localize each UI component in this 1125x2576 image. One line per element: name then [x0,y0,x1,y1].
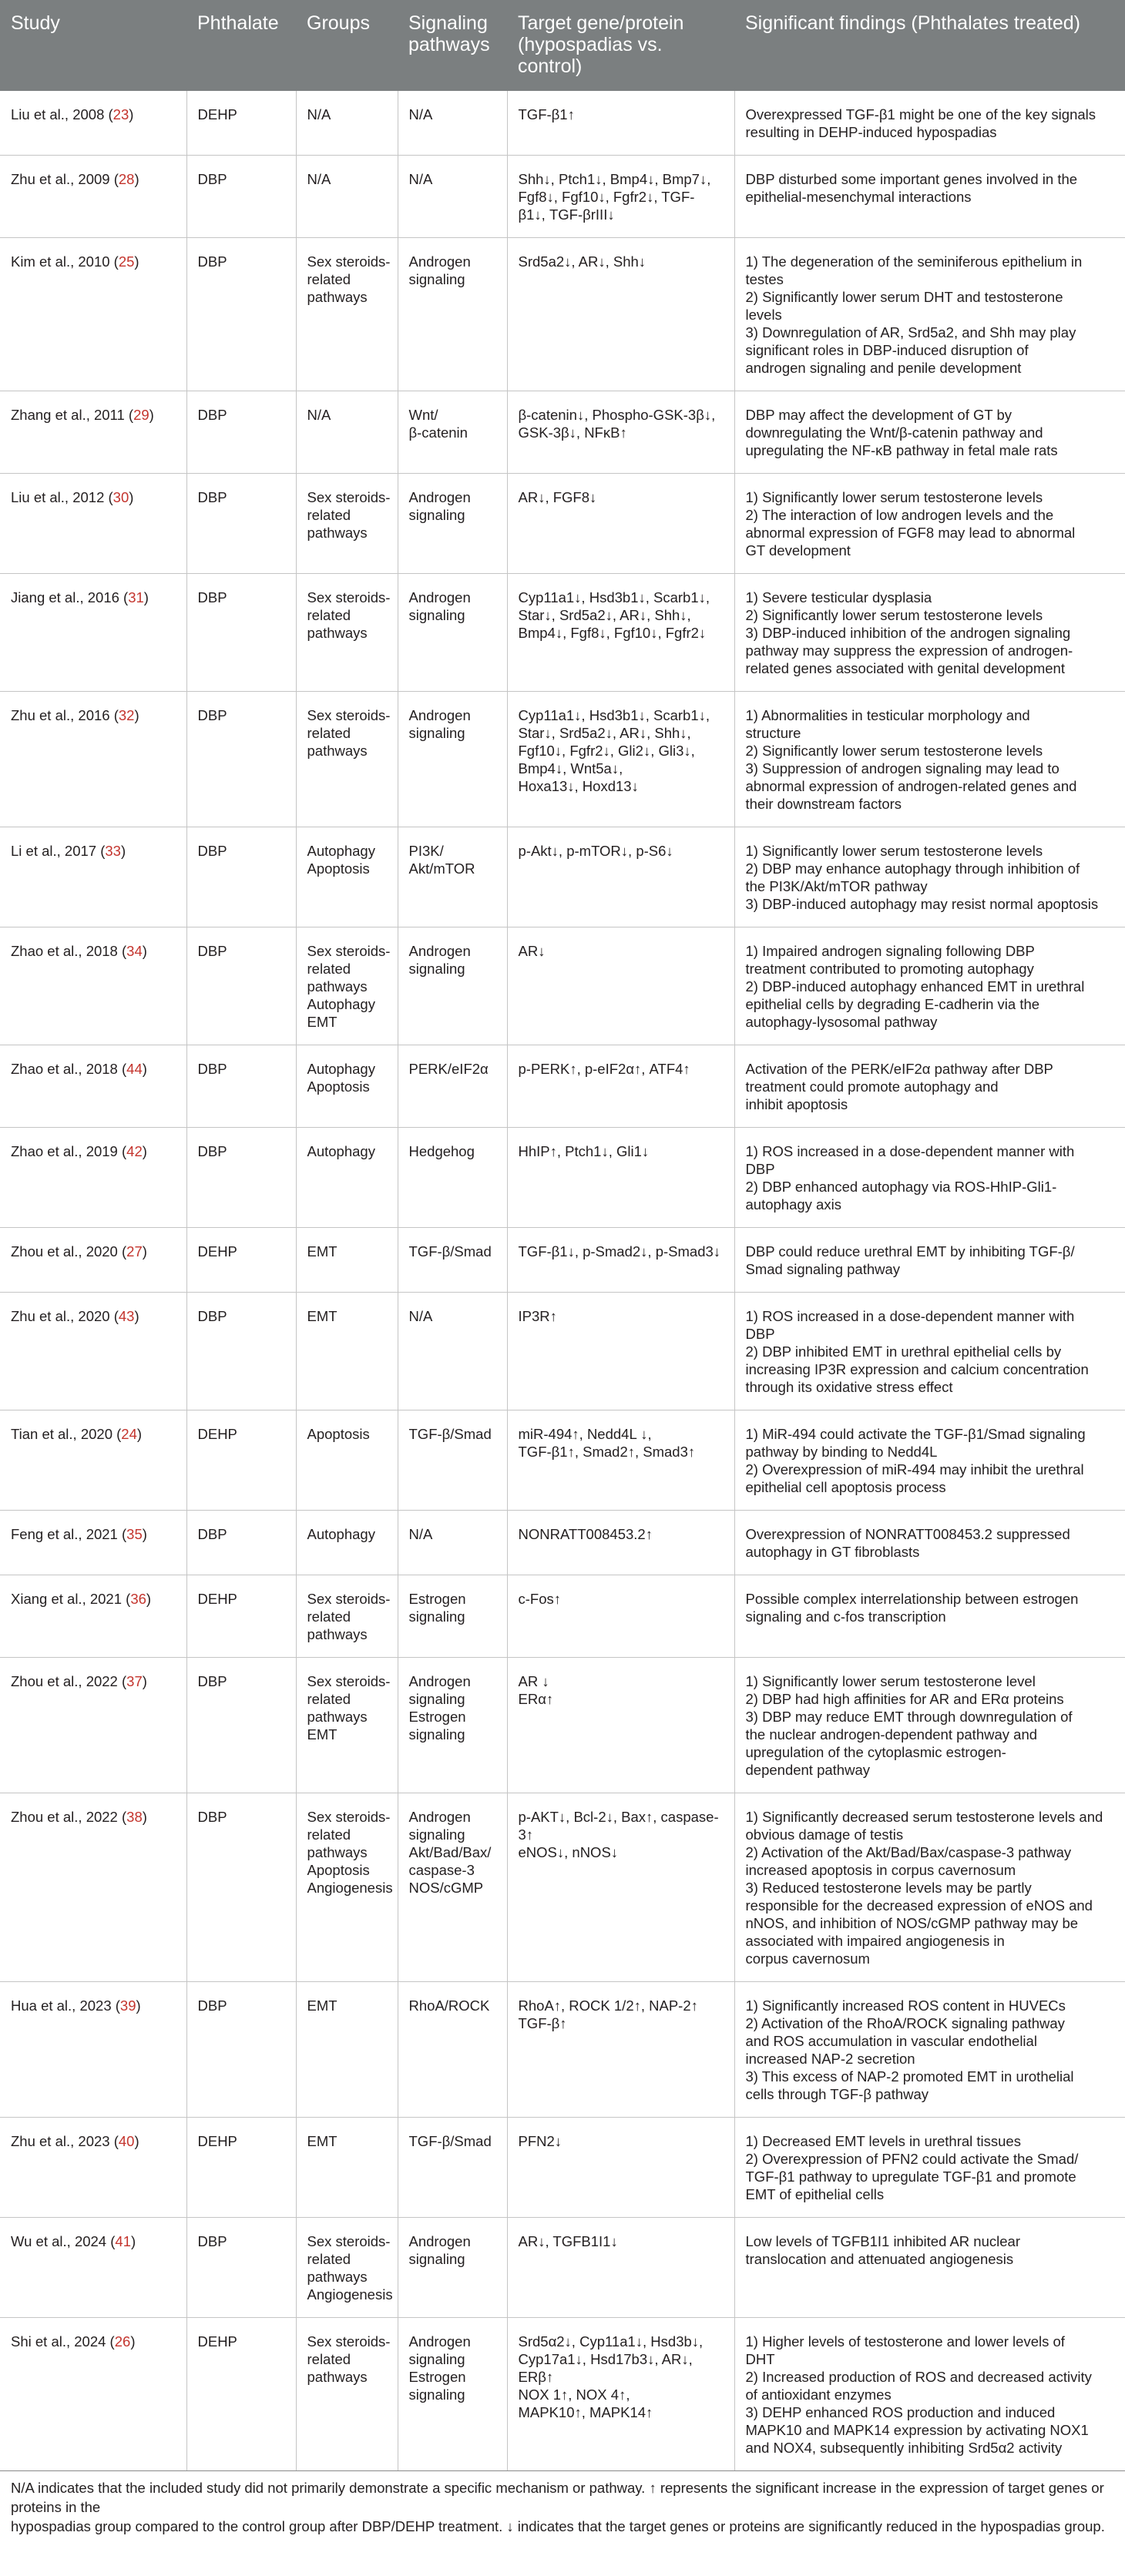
reference-close: ) [130,2333,136,2350]
phthalate-cell: DBP [186,1511,296,1575]
findings-cell: 1) ROS increased in a dose-dependent manner with DBP 2) DBP enhanced autophagy via ROS-HhIP-Gli1- autophagy axis [734,1128,1125,1228]
study-author: Zhu et al., 2016 ( [11,707,119,723]
header-signaling-pathways: Signaling pathways [398,0,507,91]
groups-cell: Sex steroids- related pathways [296,2318,398,2471]
table-header [0,0,1125,91]
groups-cell: Sex steroids- related pathways [296,474,398,574]
findings-cell: DBP disturbed some important genes involved in the epithelial-mesenchymal interactions [734,156,1125,238]
study-author: Zhang et al., 2011 ( [11,407,134,423]
pathways-cell: Androgen signaling [398,927,507,1045]
study-author: Jiang et al., 2016 ( [11,589,129,605]
findings-cell: 1) Abnormalities in testicular morphology and structure 2) Significantly lower serum testosterone levels 3) Suppression of androgen signaling may lead to abnormal expression of androgen-related genes and their downstream factors [734,692,1125,827]
study-cell [0,91,186,156]
targets-cell: AR↓, FGF8↓ [507,474,734,574]
targets-cell: c-Fos↑ [507,1575,734,1658]
study-author: Li et al., 2017 ( [11,843,106,859]
reference-close: ) [142,1061,147,1077]
phthalate-cell: DBP [186,692,296,827]
reference-link[interactable]: 43 [118,1308,135,1324]
table-row [0,1228,1125,1293]
phthalate-cell: DBP [186,1293,296,1410]
findings-cell: 1) The degeneration of the seminiferous epithelium in testes 2) Significantly lower serum DHT and testosterone levels 3) Downregulation of AR, Srd5a2, and Shh may play significant roles in DBP-induced disruption of androgen signaling and penile development [734,238,1125,391]
table-row [0,827,1125,927]
pathways-cell: TGF-β/Smad [398,1228,507,1293]
reference-link[interactable]: 28 [118,171,135,187]
targets-cell: p-PERK↑, p-eIF2α↑, ATF4↑ [507,1045,734,1128]
phthalate-cell: DEHP [186,1410,296,1511]
reference-close: ) [143,589,149,605]
study-cell [0,2118,186,2218]
reference-close: ) [129,106,134,122]
findings-cell: Overexpressed TGF-β1 might be one of the key signals resulting in DEHP-induced hypospadias [734,91,1125,156]
findings-cell: 1) ROS increased in a dose-dependent manner with DBP 2) DBP inhibited EMT in urethral epithelial cells by increasing IP3R expression and calcium concentration through its oxidative stress effect [734,1293,1125,1410]
study-cell [0,1228,186,1293]
table-body [0,91,1125,2471]
study-cell [0,156,186,238]
groups-cell: EMT [296,1228,398,1293]
study-cell [0,238,186,391]
groups-cell: Sex steroids- related pathways [296,238,398,391]
targets-cell: TGF-β1↑ [507,91,734,156]
study-cell [0,1982,186,2118]
groups-cell: EMT [296,2118,398,2218]
groups-cell: Sex steroids- related pathways [296,1575,398,1658]
reference-close: ) [142,1526,147,1542]
table-row [0,1658,1125,1793]
reference-close: ) [142,1809,147,1825]
findings-cell: 1) Significantly lower serum testosterone level 2) DBP had high affinities for AR and ERα proteins 3) DBP may reduce EMT through downregulation of the nuclear androgen-dependent pathway and upregulation of the cytoplasmic estrogen- dependent pathway [734,1658,1125,1793]
header-target-gene-protein: Target gene/protein (hypospadias vs. control) [507,0,734,91]
findings-cell: DBP may affect the development of GT by downregulating the Wnt/β-catenin pathway and upregulating the NF-κB pathway in fetal male rats [734,391,1125,474]
pathways-cell: Hedgehog [398,1128,507,1228]
reference-link[interactable]: 31 [128,589,144,605]
study-cell [0,1045,186,1128]
reference-close: ) [142,1673,147,1689]
study-author: Wu et al., 2024 ( [11,2233,116,2249]
reference-link[interactable]: 42 [126,1143,143,1159]
targets-cell: β-catenin↓, Phospho-GSK-3β↓, GSK-3β↓, NFκB↑ [507,391,734,474]
targets-cell: AR ↓ ERα↑ [507,1658,734,1793]
findings-cell: 1) Significantly lower serum testosterone levels 2) The interaction of low androgen levels and the abnormal expression of FGF8 may lead to abnormal GT development [734,474,1125,574]
table-footnote: N/A indicates that the included study did not primarily demonstrate a specific mechanism or pathway. ↑ represents the significant increase in the expression of target genes or proteins in the hypospadias group compared to the control group after DBP/DEHP treatment. ↓ indicates that the target genes or proteins are significantly reduced in the hypospadias group. [0,2470,1125,2536]
phthalate-cell: DBP [186,1045,296,1128]
study-cell [0,1128,186,1228]
phthalate-cell: DBP [186,238,296,391]
pathways-cell: Androgen signaling [398,574,507,692]
phthalate-cell: DBP [186,827,296,927]
groups-cell: Autophagy Apoptosis [296,1045,398,1128]
reference-link[interactable]: 35 [126,1526,143,1542]
groups-cell: Sex steroids- related pathways EMT [296,1658,398,1793]
study-cell [0,1575,186,1658]
pathways-cell: Androgen signaling [398,692,507,827]
study-author: Zhou et al., 2022 ( [11,1673,127,1689]
targets-cell: Cyp11a1↓, Hsd3b1↓, Scarb1↓, Star↓, Srd5a2↓, AR↓, Shh↓, Fgf10↓, Fgfr2↓, Gli2↓, Gli3↓, Bmp4↓, Wnt5a↓, Hoxa13↓, Hoxd13↓ [507,692,734,827]
study-author: Shi et al., 2024 ( [11,2333,115,2350]
findings-cell: Overexpression of NONRATT008453.2 suppressed autophagy in GT fibroblasts [734,1511,1125,1575]
reference-link[interactable]: 40 [118,2133,135,2149]
pathways-cell: Androgen signaling Estrogen signaling [398,1658,507,1793]
targets-cell: NONRATT008453.2↑ [507,1511,734,1575]
pathways-cell: N/A [398,156,507,238]
header-study: Study [0,0,186,91]
findings-cell: 1) MiR-494 could activate the TGF-β1/Smad signaling pathway by binding to Nedd4L 2) Overexpression of miR-494 may inhibit the urethral epithelial cell apoptosis process [734,1410,1125,1511]
reference-link[interactable]: 30 [112,489,129,505]
phthalate-cell: DBP [186,574,296,692]
study-author: Liu et al., 2008 ( [11,106,113,122]
reference-close: ) [134,707,139,723]
table-row [0,1982,1125,2118]
groups-cell: N/A [296,156,398,238]
study-cell [0,1511,186,1575]
study-author: Zhu et al., 2009 ( [11,171,119,187]
reference-link[interactable]: 29 [133,407,149,423]
reference-close: ) [146,1591,152,1607]
phthalate-cell: DEHP [186,2118,296,2218]
study-author: Kim et al., 2010 ( [11,253,119,270]
table-row [0,156,1125,238]
groups-cell: Sex steroids- related pathways Angiogenesis [296,2218,398,2318]
reference-close: ) [142,1243,147,1259]
pathways-cell: PERK/eIF2α [398,1045,507,1128]
targets-cell: miR-494↑, Nedd4L ↓, TGF-β1↑, Smad2↑, Smad3↑ [507,1410,734,1511]
table-row [0,2118,1125,2218]
study-cell [0,2318,186,2471]
findings-cell: 1) Decreased EMT levels in urethral tissues 2) Overexpression of PFN2 could activate the Smad/ TGF-β1 pathway to upregulate TGF-β1 and promote EMT of epithelial cells [734,2118,1125,2218]
table-row [0,1793,1125,1982]
header-row [0,0,1125,91]
groups-cell: Sex steroids- related pathways Autophagy EMT [296,927,398,1045]
reference-link[interactable]: 26 [114,2333,131,2350]
study-author: Zhao et al., 2019 ( [11,1143,127,1159]
pathways-cell: N/A [398,91,507,156]
targets-cell: Cyp11a1↓, Hsd3b1↓, Scarb1↓, Star↓, Srd5a2↓, AR↓, Shh↓, Bmp4↓, Fgf8↓, Fgf10↓, Fgfr2↓ [507,574,734,692]
study-cell [0,2218,186,2318]
study-author: Tian et al., 2020 ( [11,1426,122,1442]
reference-link[interactable]: 32 [118,707,135,723]
table-row [0,1293,1125,1410]
table-row [0,1045,1125,1128]
phthalate-cell: DBP [186,1982,296,2118]
reference-link[interactable]: 44 [126,1061,143,1077]
table-row [0,474,1125,574]
reference-link[interactable]: 33 [105,843,121,859]
groups-cell: EMT [296,1293,398,1410]
pathways-cell: Androgen signaling [398,474,507,574]
pathways-cell: Estrogen signaling [398,1575,507,1658]
phthalate-cell: DBP [186,156,296,238]
study-cell [0,1293,186,1410]
study-author: Zhou et al., 2022 ( [11,1809,127,1825]
study-author: Zhu et al., 2020 ( [11,1308,119,1324]
study-cell [0,474,186,574]
targets-cell: RhoA↑, ROCK 1/2↑, NAP-2↑ TGF-β↑ [507,1982,734,2118]
phthalate-cell: DBP [186,1658,296,1793]
study-author: Zhou et al., 2020 ( [11,1243,127,1259]
targets-cell: p-AKT↓, Bcl-2↓, Bax↑, caspase- 3↑ eNOS↓, nNOS↓ [507,1793,734,1982]
reference-close: ) [142,1143,147,1159]
pathways-cell: Wnt/ β-catenin [398,391,507,474]
table-row [0,91,1125,156]
phthalate-cell: DBP [186,927,296,1045]
reference-close: ) [120,843,126,859]
reference-link[interactable]: 25 [118,253,135,270]
targets-cell: PFN2↓ [507,2118,734,2218]
table-row [0,1410,1125,1511]
findings-cell: Possible complex interrelationship between estrogen signaling and c-fos transcription [734,1575,1125,1658]
study-author: Hua et al., 2023 ( [11,1997,120,2014]
reference-close: ) [134,2133,139,2149]
reference-close: ) [129,489,134,505]
table-row [0,1511,1125,1575]
targets-cell: IP3R↑ [507,1293,734,1410]
phthalate-cell: DEHP [186,91,296,156]
reference-link[interactable]: 36 [130,1591,146,1607]
targets-cell: Srd5a2↓, AR↓, Shh↓ [507,238,734,391]
reference-close: ) [134,1308,139,1324]
table-row [0,927,1125,1045]
reference-close: ) [134,171,139,187]
study-cell [0,692,186,827]
phthalate-cell: DEHP [186,1228,296,1293]
table-row [0,1128,1125,1228]
pathways-cell: TGF-β/Smad [398,1410,507,1511]
study-author: Liu et al., 2012 ( [11,489,113,505]
groups-cell: Sex steroids- related pathways [296,692,398,827]
table-row [0,574,1125,692]
groups-cell: N/A [296,91,398,156]
study-author: Zhu et al., 2023 ( [11,2133,119,2149]
findings-cell: 1) Severe testicular dysplasia 2) Significantly lower serum testosterone levels 3) DBP-induced inhibition of the androgen signaling pathway may suppress the expression of androgen- related genes associated with genital development [734,574,1125,692]
reference-close: ) [142,943,147,959]
study-cell [0,827,186,927]
reference-link[interactable]: 27 [126,1243,143,1259]
reference-link[interactable]: 24 [121,1426,137,1442]
phthalate-cell: DBP [186,391,296,474]
pathways-cell: Androgen signaling [398,2218,507,2318]
targets-cell: p-Akt↓, p-mTOR↓, p-S6↓ [507,827,734,927]
targets-cell: Srd5α2↓, Cyp11a1↓, Hsd3b↓, Cyp17a1↓, Hsd17b3↓, AR↓, ERβ↑ NOX 1↑, NOX 4↑, MAPK10↑, MAPK14↑ [507,2318,734,2471]
pathways-cell: N/A [398,1293,507,1410]
header-phthalate: Phthalate [186,0,296,91]
reference-close: ) [130,2233,136,2249]
pathways-cell: TGF-β/Smad [398,2118,507,2218]
findings-cell: Activation of the PERK/eIF2α pathway after DBP treatment could promote autophagy and inhibit apoptosis [734,1045,1125,1128]
pathways-cell: Androgen signaling [398,238,507,391]
groups-cell: EMT [296,1982,398,2118]
findings-cell: Low levels of TGFB1I1 inhibited AR nuclear translocation and attenuated angiogenesis [734,2218,1125,2318]
pathways-cell: PI3K/ Akt/mTOR [398,827,507,927]
groups-cell: Autophagy Apoptosis [296,827,398,927]
groups-cell: Sex steroids- related pathways [296,574,398,692]
header-significant-findings: Significant findings (Phthalates treated) [734,0,1125,91]
study-cell [0,1793,186,1982]
study-cell [0,391,186,474]
findings-cell: 1) Significantly decreased serum testosterone levels and obvious damage of testis 2) Activation of the Akt/Bad/Bax/caspase-3 pathway increased apoptosis in corpus cavernosum 3) Reduced testosterone levels may be partly responsible for the decreased expression of eNOS and nNOS, and inhibition of NOS/cGMP pathway may be associated with impaired angiogenesis in corpus cavernosum [734,1793,1125,1982]
study-cell [0,927,186,1045]
pathways-cell: N/A [398,1511,507,1575]
study-cell [0,1410,186,1511]
reference-link[interactable]: 37 [126,1673,143,1689]
findings-cell: 1) Higher levels of testosterone and lower levels of DHT 2) Increased production of ROS and decreased activity of antioxidant enzymes 3) DEHP enhanced ROS production and induced MAPK10 and MAPK14 expression by activating NOX1 and NOX4, subsequently inhibiting Srd5α2 activity [734,2318,1125,2471]
table-row [0,238,1125,391]
findings-cell: DBP could reduce urethral EMT by inhibiting TGF-β/ Smad signaling pathway [734,1228,1125,1293]
groups-cell: Autophagy [296,1511,398,1575]
pathways-cell: Androgen signaling Estrogen signaling [398,2318,507,2471]
findings-cell: 1) Significantly increased ROS content in HUVECs 2) Activation of the RhoA/ROCK signaling pathway and ROS accumulation in vascular endothelial increased NAP-2 secretion 3) This excess of NAP-2 promoted EMT in urothelial cells through TGF-β pathway [734,1982,1125,2118]
findings-cell: 1) Significantly lower serum testosterone levels 2) DBP may enhance autophagy through inhibition of the PI3K/Akt/mTOR pathway 3) DBP-induced autophagy may resist normal apoptosis [734,827,1125,927]
study-author: Zhao et al., 2018 ( [11,1061,127,1077]
targets-cell: HhIP↑, Ptch1↓, Gli1↓ [507,1128,734,1228]
phthalate-cell: DBP [186,1793,296,1982]
header-groups: Groups [296,0,398,91]
reference-close: ) [134,253,139,270]
groups-cell: Apoptosis [296,1410,398,1511]
phthalate-cell: DEHP [186,1575,296,1658]
reference-link[interactable]: 23 [112,106,129,122]
table-row [0,2218,1125,2318]
reference-link[interactable]: 38 [126,1809,143,1825]
phthalate-cell: DBP [186,1128,296,1228]
study-author: Zhao et al., 2018 ( [11,943,127,959]
pathways-cell: RhoA/ROCK [398,1982,507,2118]
targets-cell: Shh↓, Ptch1↓, Bmp4↓, Bmp7↓, Fgf8↓, Fgf10↓, Fgfr2↓, TGF- β1↓, TGF-βrIII↓ [507,156,734,238]
study-cell [0,1658,186,1793]
study-author: Xiang et al., 2021 ( [11,1591,131,1607]
study-cell [0,574,186,692]
reference-link[interactable]: 34 [126,943,143,959]
findings-cell: 1) Impaired androgen signaling following DBP treatment contributed to promoting autophagy 2) DBP-induced autophagy enhanced EMT in urethral epithelial cells by degrading E-cadherin via the autophagy-lysosomal pathway [734,927,1125,1045]
study-author: Feng et al., 2021 ( [11,1526,127,1542]
groups-cell: Autophagy [296,1128,398,1228]
targets-cell: AR↓, TGFB1I1↓ [507,2218,734,2318]
pathways-cell: Androgen signaling Akt/Bad/Bax/ caspase-3 NOS/cGMP [398,1793,507,1982]
reference-close: ) [136,1426,143,1442]
reference-close: ) [136,1997,141,2014]
table-row [0,692,1125,827]
reference-link[interactable]: 39 [119,1997,136,2014]
reference-close: ) [149,407,154,423]
phthalate-cell: DBP [186,2218,296,2318]
phthalate-cell: DBP [186,474,296,574]
groups-cell: N/A [296,391,398,474]
reference-link[interactable]: 41 [115,2233,131,2249]
table-row [0,2318,1125,2471]
table-row [0,1575,1125,1658]
groups-cell: Sex steroids- related pathways Apoptosis Angiogenesis [296,1793,398,1982]
targets-cell: AR↓ [507,927,734,1045]
phthalate-cell: DEHP [186,2318,296,2471]
table-row [0,391,1125,474]
targets-cell: TGF-β1↓, p-Smad2↓, p-Smad3↓ [507,1228,734,1293]
